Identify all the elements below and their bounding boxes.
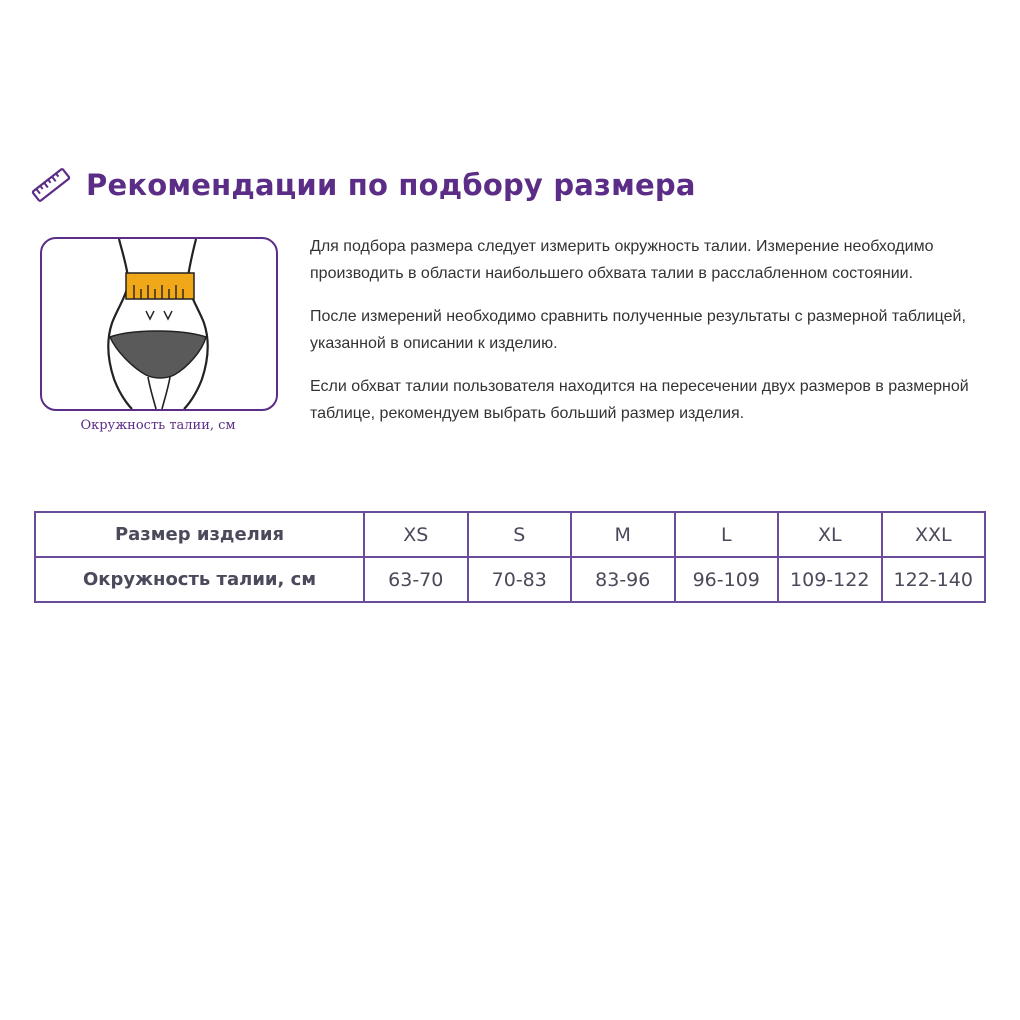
paragraph: После измерений необходимо сравнить полученные результаты с размерной таблицей, указанной в описании к изделию. xyxy=(310,308,966,352)
waist-cell: 63-70 xyxy=(364,557,468,602)
size-cell: XS xyxy=(364,512,468,557)
waist-cell: 122-140 xyxy=(882,557,986,602)
size-cell: XL xyxy=(778,512,882,557)
size-cell: M xyxy=(571,512,675,557)
waist-cell: 96-109 xyxy=(675,557,779,602)
size-row-label: Размер изделия xyxy=(35,512,364,557)
waist-row-label: Окружность талии, см xyxy=(35,557,364,602)
measuring-tape-band xyxy=(126,273,194,299)
size-table xyxy=(34,511,986,603)
paragraph: Если обхват талии пользователя находится на пересечении двух размеров в размерной таблице, рекомендуем выбрать больший размер изделия. xyxy=(310,378,969,422)
page-title: Рекомендации по подбору размера xyxy=(86,168,696,202)
body-illustration xyxy=(42,239,276,409)
paragraph: Для подбора размера следует измерить окружность талии. Измерение необходимо производить в области наибольшего обхвата талии в расслабленном состоянии. xyxy=(310,238,934,282)
size-cell: XXL xyxy=(882,512,986,557)
waist-cell: 109-122 xyxy=(778,557,882,602)
waist-cell: 70-83 xyxy=(468,557,572,602)
waist-cell: 83-96 xyxy=(571,557,675,602)
section-header xyxy=(30,160,696,210)
description-text xyxy=(310,233,1005,443)
waist-measurement-figure xyxy=(40,237,278,433)
underwear-shape xyxy=(110,331,206,378)
size-cell: L xyxy=(675,512,779,557)
size-cell: S xyxy=(468,512,572,557)
figure-frame xyxy=(40,237,278,411)
figure-caption: Окружность талии, см xyxy=(80,418,236,433)
waist-row xyxy=(35,557,985,602)
ruler-icon xyxy=(30,164,72,206)
size-row xyxy=(35,512,985,557)
